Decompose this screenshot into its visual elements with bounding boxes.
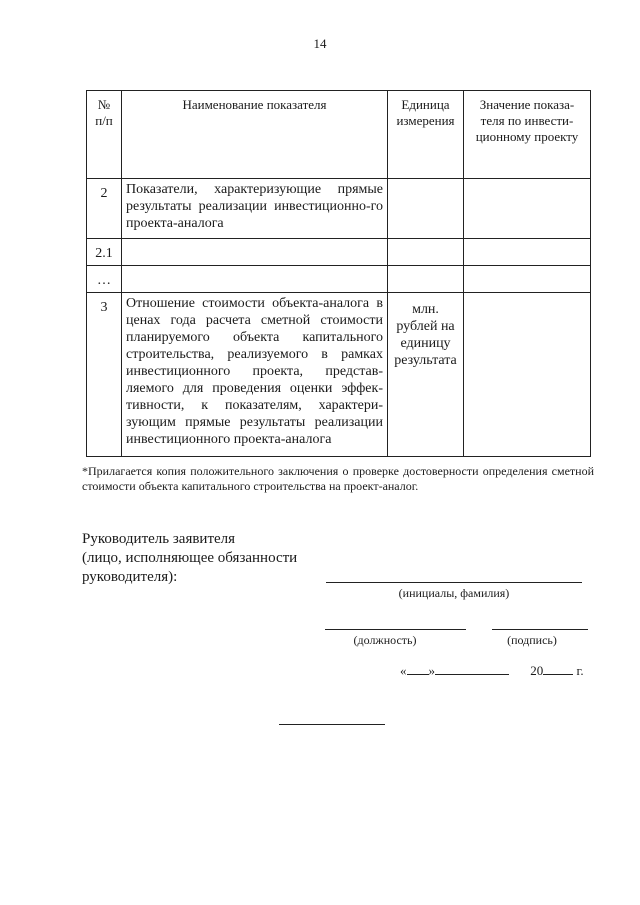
signer-line-3: руководителя):: [82, 569, 178, 585]
position-line: [325, 629, 466, 630]
page-number: 14: [313, 36, 327, 51]
row-unit: [388, 239, 464, 266]
table-row: [87, 266, 591, 293]
row-value: [464, 293, 591, 457]
month-blank: [435, 663, 509, 675]
table-header-row: [87, 91, 591, 179]
row-num: 2.1: [87, 239, 122, 266]
row-num: 3: [87, 293, 122, 457]
signer-line-2: (лицо, исполняющее обязанности: [82, 550, 298, 566]
header-unit: Единица измерения: [388, 91, 464, 179]
date-line: [400, 663, 584, 679]
footnote: *Прилагается копия положительного заключения о проверке достоверности определения сметной стоимости объекта капитального строительства на проект-аналог.: [82, 464, 594, 493]
indicators-table: [86, 90, 591, 457]
row-value: [464, 266, 591, 293]
initials-caption: (инициалы, фамилия): [398, 586, 510, 600]
table-row: [87, 239, 591, 266]
row-unit: [388, 266, 464, 293]
end-divider: [279, 724, 385, 725]
row-value: [464, 239, 591, 266]
year-suffix: г.: [576, 663, 584, 678]
header-num: № п/п: [87, 91, 122, 179]
signature-caption: (подпись): [507, 633, 557, 647]
row-num: 2: [87, 179, 122, 239]
row-name: Отношение стоимости объекта-аналога в ценах года расчета сметной стоимости планируемого объекта капитального строительства, реализуемого в рамках инвестиционного проекта, представ-ляемого для проведения оценки эффек-тивности, к показателям, характери-зующим прямые результаты реализации инвестиционного проекта-аналога: [122, 293, 388, 457]
day-blank: [407, 663, 429, 675]
row-name: [122, 266, 388, 293]
table-row: [87, 293, 591, 457]
date-open-quote: «: [400, 663, 407, 678]
table-row: [87, 179, 591, 239]
initials-line: [326, 582, 582, 583]
row-value: [464, 179, 591, 239]
row-name: [122, 239, 388, 266]
row-unit: [388, 179, 464, 239]
header-name: Наименование показателя: [122, 91, 388, 179]
position-caption: (должность): [353, 633, 417, 647]
year-blank: [543, 663, 573, 675]
row-unit: млн. рублей на единицу результата: [388, 293, 464, 457]
signature-line: [492, 629, 588, 630]
signer-line-1: Руководитель заявителя: [82, 531, 236, 547]
date-close-quote: »: [428, 663, 435, 678]
signer-title: [82, 530, 322, 587]
year-prefix: 20: [530, 663, 544, 678]
row-name: Показатели, характеризующие прямые результаты реализации инвестиционно-го проекта-аналога: [122, 179, 388, 239]
row-num: …: [87, 266, 122, 293]
header-value: Значение показа-теля по инвести-ционному проекту: [464, 91, 591, 179]
